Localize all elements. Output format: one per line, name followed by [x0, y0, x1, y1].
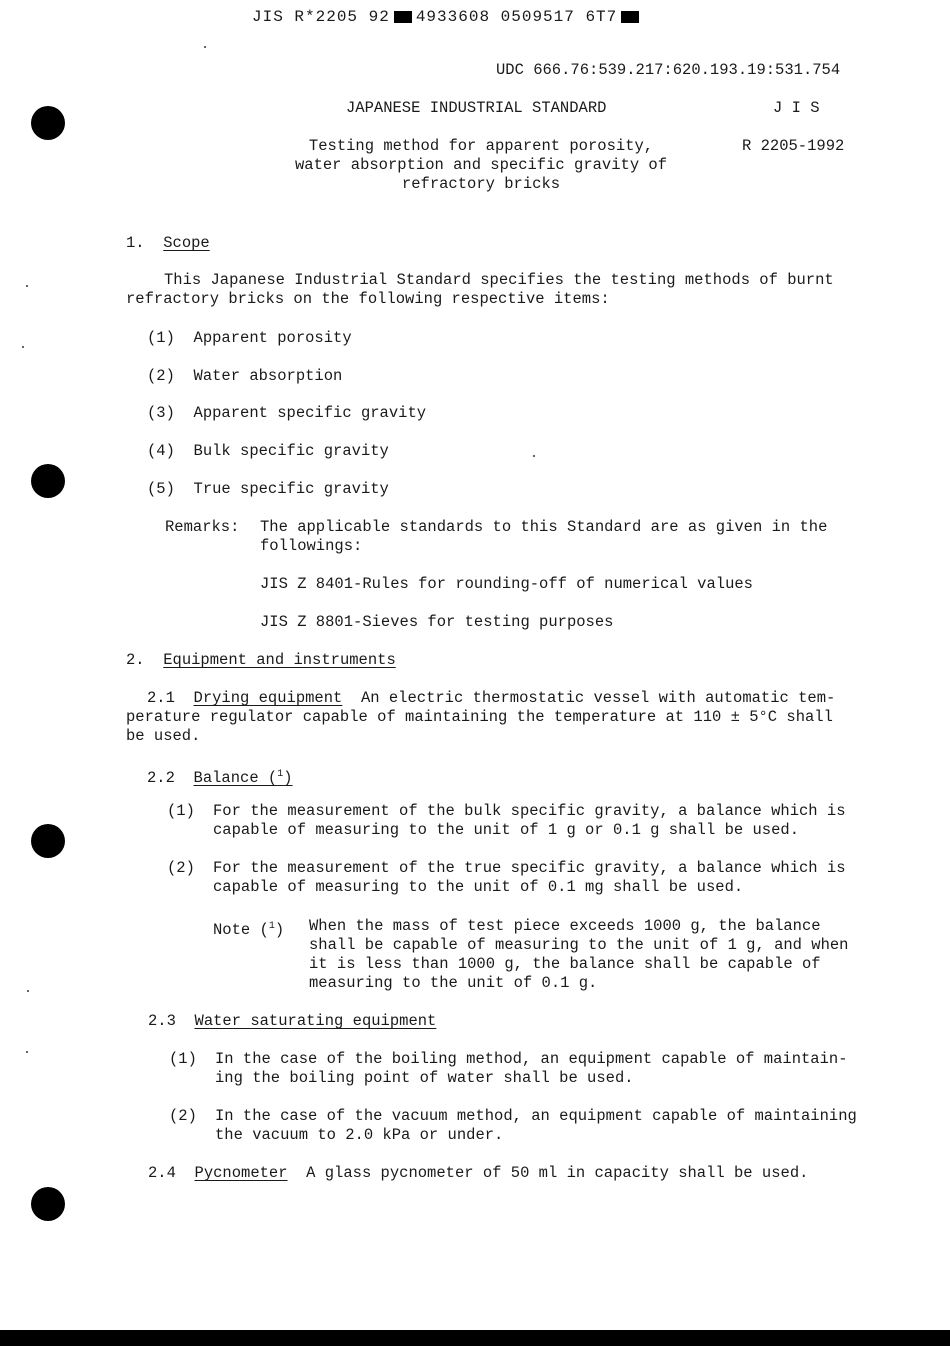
- scan-speck: [22, 346, 24, 348]
- clause-title: Drying equipment: [193, 689, 343, 707]
- list-item: (5) True specific gravity: [147, 480, 389, 498]
- list-text-line: In the case of the vacuum method, an equipment capable of maintaining: [215, 1107, 857, 1125]
- note-line: When the mass of test piece exceeds 1000 g, the balance: [309, 917, 821, 935]
- udc-code: UDC 666.76:539.217:620.193.19:531.754: [496, 61, 841, 79]
- standard-number: R 2205-1992: [742, 137, 845, 155]
- scan-edge: [0, 1330, 950, 1346]
- title-line: refractory bricks: [401, 175, 561, 193]
- list-number: (2): [169, 1107, 197, 1125]
- remarks-label: Remarks:: [165, 518, 240, 536]
- note-line: shall be capable of measuring to the unit of 1 g, and when: [309, 936, 849, 954]
- section-title: Equipment and instruments: [163, 651, 396, 669]
- list-text-line: For the measurement of the true specific gravity, a balance which is: [213, 859, 846, 877]
- section-1-heading: [126, 234, 210, 253]
- title-line: water absorption and specific gravity of: [294, 156, 668, 174]
- section-2-heading: [126, 651, 396, 670]
- clause-2-1: 2.1 Drying equipment An electric thermostatic vessel with automatic tem-: [147, 689, 836, 707]
- list-item: (4) Bulk specific gravity: [147, 442, 389, 460]
- section-number: 1.: [126, 234, 145, 252]
- punch-hole: [31, 464, 65, 498]
- scan-speck: [26, 1051, 28, 1053]
- remarks-line: followings:: [260, 537, 363, 555]
- clause-2-4: 2.4 Pycnometer A glass pycnometer of 50 ml in capacity shall be used.: [148, 1164, 809, 1182]
- clause-text-line: perature regulator capable of maintaining the temperature at 110 ± 5°C shall: [126, 708, 833, 726]
- scan-speck: [26, 285, 28, 287]
- clause-title: Pycnometer: [194, 1164, 288, 1182]
- document-code: JIS R*2205 92: [252, 8, 390, 26]
- scan-speck: [533, 455, 535, 457]
- redaction-block: [621, 11, 639, 23]
- clause-title: Water saturating equipment: [194, 1012, 437, 1030]
- clause-text-line: be used.: [126, 727, 201, 745]
- list-text-line: capable of measuring to the unit of 1 g or 0.1 g shall be used.: [213, 821, 799, 839]
- note-line: it is less than 1000 g, the balance shall be capable of: [309, 955, 821, 973]
- note-label: Note ($^1$): [213, 921, 285, 939]
- jis-label: J I S: [773, 99, 820, 117]
- punch-hole: [31, 824, 65, 858]
- list-item: (3) Apparent specific gravity: [147, 404, 427, 422]
- title-line: Testing method for apparent porosity,: [308, 137, 654, 155]
- note-line: measuring to the unit of 0.1 g.: [309, 974, 598, 992]
- section-number: 2.: [126, 651, 145, 669]
- list-text-line: For the measurement of the bulk specific gravity, a balance which is: [213, 802, 846, 820]
- scope-intro-line: This Japanese Industrial Standard specifies the testing methods of burnt: [164, 271, 834, 289]
- list-text-line: ing the boiling point of water shall be used.: [215, 1069, 634, 1087]
- list-text-line: capable of measuring to the unit of 0.1 mg shall be used.: [213, 878, 744, 896]
- punch-hole: [31, 1187, 65, 1221]
- document-code-line: [252, 8, 643, 27]
- clause-2-3: 2.3 Water saturating equipment: [148, 1012, 437, 1030]
- redaction-block: [394, 11, 412, 23]
- scope-intro-line: refractory bricks on the following respective items:: [126, 290, 610, 308]
- list-text-line: the vacuum to 2.0 kPa or under.: [215, 1126, 504, 1144]
- list-number: (1): [167, 802, 195, 820]
- list-item: (1) Apparent porosity: [147, 329, 352, 347]
- reference-standard: JIS Z 8801-Sieves for testing purposes: [260, 613, 614, 631]
- standard-label: JAPANESE INDUSTRIAL STANDARD: [346, 99, 607, 117]
- clause-title: Balance ($^1$): [193, 769, 293, 787]
- clause-2-2: 2.2 Balance ($^1$): [147, 769, 293, 787]
- scan-speck: [204, 46, 206, 48]
- document-serial: 4933608 0509517 6T7: [415, 8, 618, 26]
- list-text-line: In the case of the boiling method, an equipment capable of maintain-: [215, 1050, 848, 1068]
- scan-speck: [27, 990, 29, 992]
- list-number: (1): [169, 1050, 197, 1068]
- reference-standard: JIS Z 8401-Rules for rounding-off of numerical values: [260, 575, 753, 593]
- list-number: (2): [167, 859, 195, 877]
- punch-hole: [31, 106, 65, 140]
- section-title: Scope: [163, 234, 210, 252]
- document-title: [256, 137, 706, 194]
- list-item: (2) Water absorption: [147, 367, 343, 385]
- remarks-line: The applicable standards to this Standard are as given in the: [260, 518, 828, 536]
